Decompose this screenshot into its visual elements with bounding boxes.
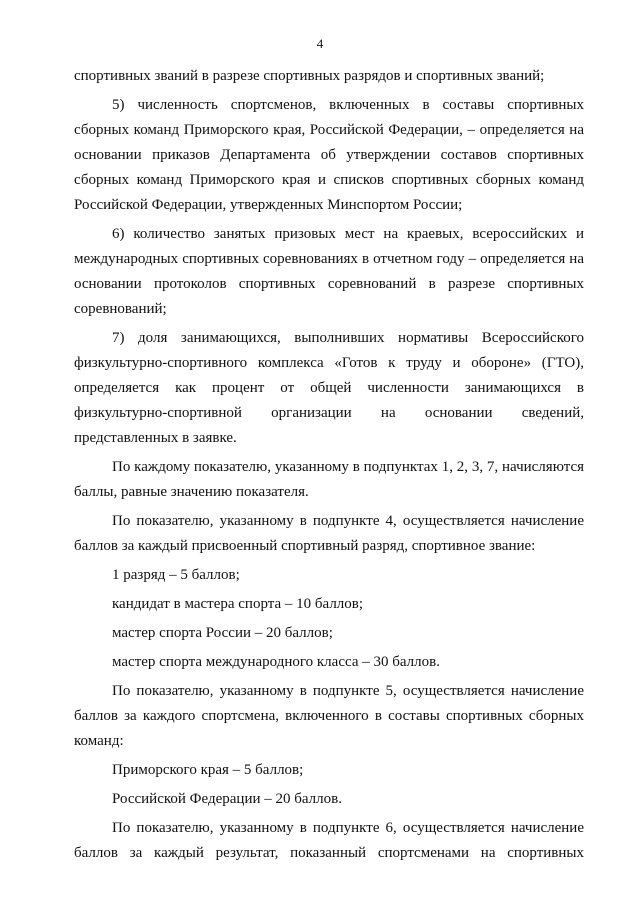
paragraph-scoring-item-5: По показателю, указанному в подпункте 5, осуществляется начисление баллов за каждого спортсмена, включенного в составы спортивных сборных команд: bbox=[74, 683, 584, 749]
paragraph-scoring-item-4: По показателю, указанному в подпункте 4, осуществляется начисление баллов за каждый присвоенный спортивный разряд, спортивное звание: bbox=[74, 513, 584, 554]
paragraph-item-5: 5) численность спортсменов, включенных в составы спортивных сборных команд Приморского края, Российской Федерации, – определяется на основании приказов Департамента об утверждении составов спортивных сборных команд Приморского края и списков спортивных сборных команд Российской Федерации, утвержденных Минспортом России; bbox=[74, 97, 584, 213]
paragraph-scoring-general: По каждому показателю, указанному в подпунктах 1, 2, 3, 7, начисляются баллы, равные значению показателя. bbox=[74, 459, 584, 500]
page-number: 4 bbox=[316, 36, 324, 51]
document-body bbox=[74, 64, 584, 866]
paragraph-scoring-item-6: По показателю, указанному в подпункте 6, осуществляется начисление баллов за каждый результат, показанный спортсменами на спортивных bbox=[74, 820, 584, 861]
list-item-team-1: Приморского края – 5 баллов; bbox=[112, 762, 304, 778]
list-item-team-2: Российской Федерации – 20 баллов. bbox=[112, 791, 342, 807]
paragraph-continuation: спортивных званий в разрезе спортивных разрядов и спортивных званий; bbox=[74, 68, 545, 84]
list-item-rank-1: 1 разряд – 5 баллов; bbox=[112, 567, 240, 583]
list-item-rank-4: мастер спорта международного класса – 30 баллов. bbox=[112, 654, 440, 670]
paragraph-item-6: 6) количество занятых призовых мест на краевых, всероссийских и международных спортивных соревнованиях в отчетном году – определяется на основании протоколов спортивных соревнований в разрезе спортивных соревнований; bbox=[74, 226, 584, 317]
list-item-rank-3: мастер спорта России – 20 баллов; bbox=[112, 625, 333, 641]
paragraph-item-7: 7) доля занимающихся, выполнивших нормативы Всероссийского физкультурно-спортивного комплекса «Готов к труду и обороне» (ГТО), определяется как процент от общей численности занимающихся в физкультурно-спортивной организации на основании сведений, представленных в заявке. bbox=[74, 330, 584, 446]
list-item-rank-2: кандидат в мастера спорта – 10 баллов; bbox=[112, 596, 364, 612]
